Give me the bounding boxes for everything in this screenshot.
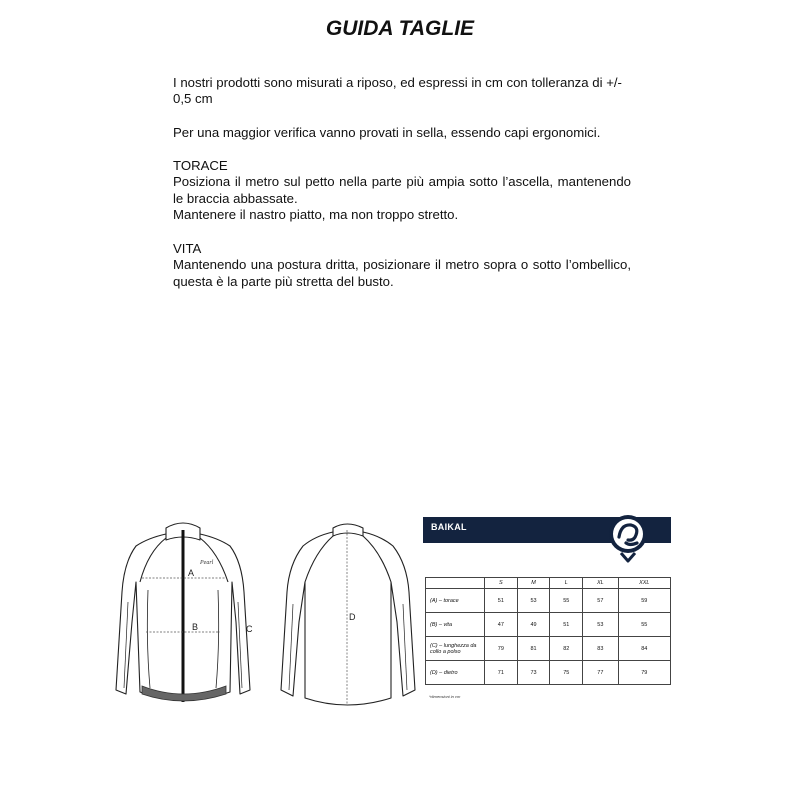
- label-c: C: [246, 624, 253, 634]
- table-row: [426, 589, 671, 613]
- label-d: D: [349, 612, 356, 622]
- table-cell: 49: [517, 613, 550, 637]
- label-b: B: [192, 622, 199, 632]
- table-cell: 51: [550, 613, 583, 637]
- table-cell: 77: [583, 661, 619, 685]
- size-chart: [423, 513, 673, 713]
- torace-heading: TORACE: [173, 158, 228, 173]
- table-cell: 53: [583, 613, 619, 637]
- vita-section: [173, 241, 631, 290]
- size-header-row: [426, 578, 671, 589]
- table-cell: 71: [485, 661, 518, 685]
- row-label: (A) – torace: [426, 589, 485, 613]
- table-cell: 59: [618, 589, 670, 613]
- table-row: [426, 661, 671, 685]
- table-cell: 53: [517, 589, 550, 613]
- table-cell: 79: [485, 637, 518, 661]
- intro-text: I nostri prodotti sono misurati a riposo, ed espressi in cm con tolleranza di +/- 0,5 cm: [173, 75, 622, 107]
- page-title: GUIDA TAGLIE: [325, 17, 475, 40]
- size-table: [425, 577, 671, 685]
- size-header: M: [517, 578, 550, 589]
- table-row: [426, 613, 671, 637]
- table-cell: 55: [550, 589, 583, 613]
- size-footnote: *dimensioni in cm: [429, 694, 461, 699]
- vita-text: Mantenendo una postura dritta, posizionare il metro sopra o sotto l’ombellico, questa è la parte più stretta del busto.: [173, 257, 631, 289]
- table-cell: 83: [583, 637, 619, 661]
- row-label: (C) – lunghezza da collo a polso: [426, 637, 485, 661]
- vita-heading: VITA: [173, 241, 202, 256]
- size-header: S: [485, 578, 518, 589]
- table-cell: 57: [583, 589, 619, 613]
- size-header: XXL: [618, 578, 670, 589]
- table-cell: 75: [550, 661, 583, 685]
- size-header: L: [550, 578, 583, 589]
- table-cell: 84: [618, 637, 670, 661]
- table-cell: 51: [485, 589, 518, 613]
- table-cell: 81: [517, 637, 550, 661]
- table-row: [426, 637, 671, 661]
- brand-logo-icon: [607, 513, 649, 565]
- intro-paragraph: [173, 75, 631, 108]
- brand-mark: Pearl: [200, 560, 214, 566]
- jacket-front-drawing: [108, 512, 258, 712]
- torace-note: Mantenere il nastro piatto, ma non troppo stretto.: [173, 207, 459, 223]
- table-cell: 82: [550, 637, 583, 661]
- corner-cell: [426, 578, 485, 589]
- verify-text: Per una maggior verifica vanno provati in sella, essendo capi ergonomici.: [173, 125, 601, 140]
- label-a: A: [188, 568, 195, 578]
- verify-paragraph: [173, 125, 631, 141]
- table-cell: 55: [618, 613, 670, 637]
- size-header: XL: [583, 578, 619, 589]
- table-cell: 47: [485, 613, 518, 637]
- jacket-back-drawing: [275, 512, 420, 712]
- row-label: (D) – dietro: [426, 661, 485, 685]
- torace-text: Posiziona il metro sul petto nella parte più ampia sotto l’ascella, mantenendo le braccia abbassate.: [173, 174, 631, 206]
- table-cell: 73: [517, 661, 550, 685]
- chart-title: BAIKAL: [431, 522, 467, 532]
- torace-section: [173, 158, 631, 224]
- table-cell: 79: [618, 661, 670, 685]
- row-label: (B) – vita: [426, 613, 485, 637]
